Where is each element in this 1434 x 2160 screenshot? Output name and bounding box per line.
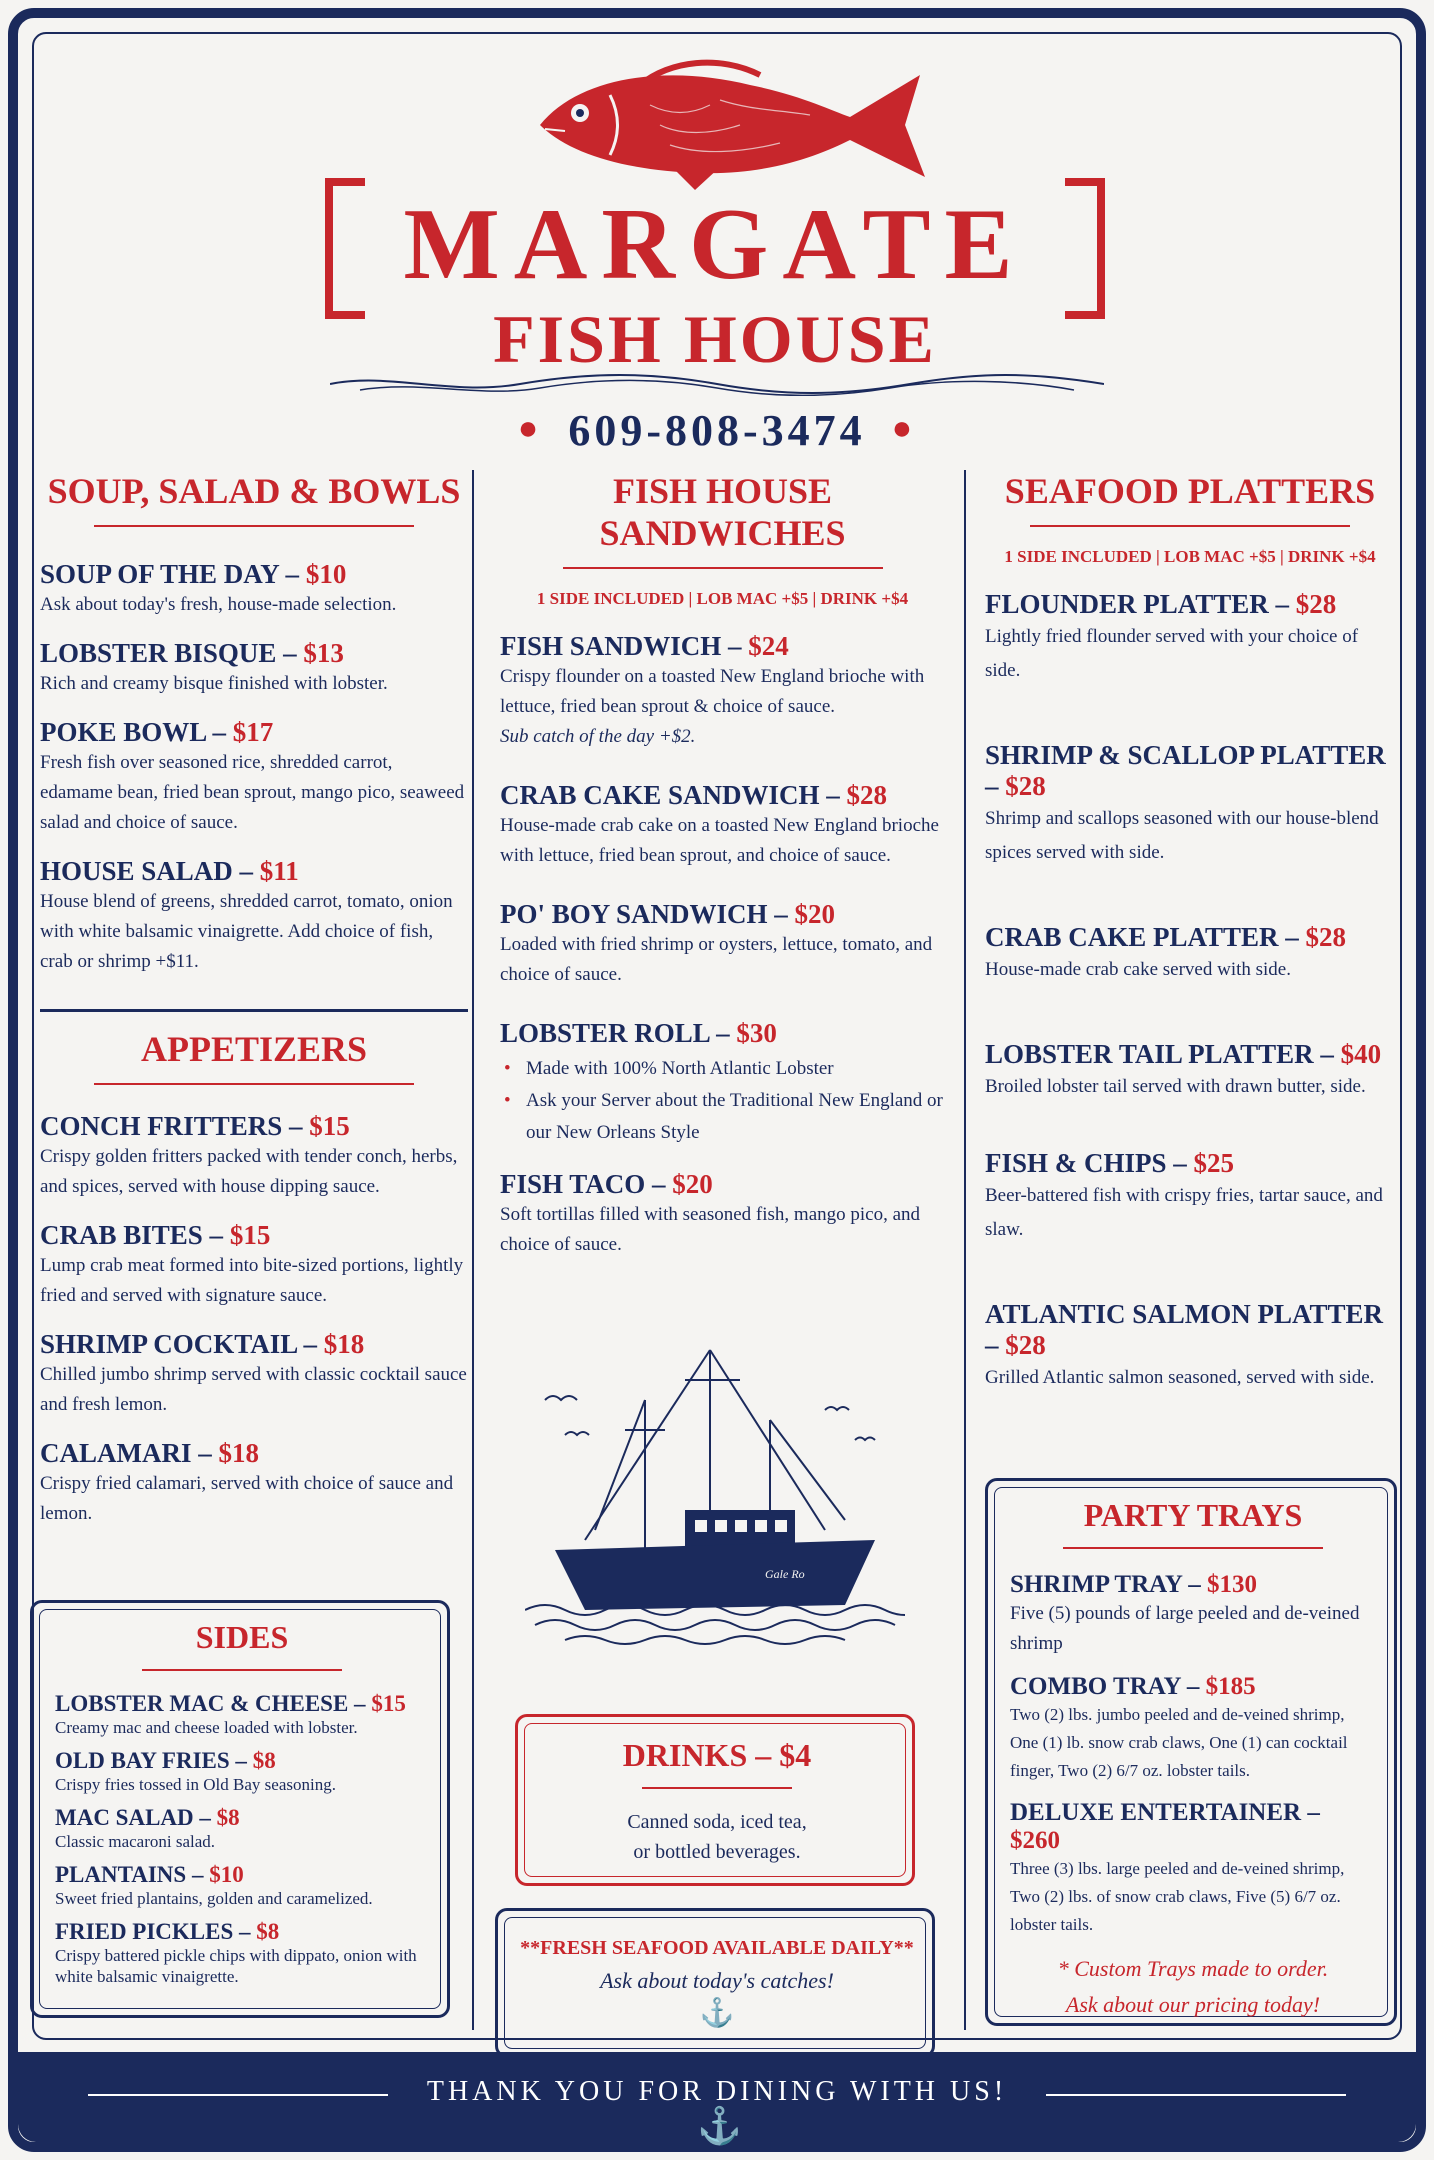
custom-tray-note: [1010, 1951, 1376, 2023]
item-description: Grilled Atlantic salmon seasoned, served with side.: [985, 1367, 1375, 1388]
menu-item: [40, 638, 468, 699]
menu-item: [40, 559, 468, 620]
item-price: $15: [309, 1111, 350, 1141]
item-name: SHRIMP COCKTAIL –: [40, 1329, 324, 1359]
side-item: [55, 1691, 429, 1738]
tray-item: [1010, 1571, 1376, 1659]
menu-item: [40, 717, 468, 838]
item-price: $28: [1005, 1330, 1046, 1360]
item-name: LOBSTER MAC & CHEESE –: [55, 1691, 372, 1716]
tray-item: [1010, 1799, 1376, 1939]
menu-item: [40, 1329, 468, 1420]
item-name: OLD BAY FRIES –: [55, 1748, 253, 1773]
bullet-item: • Made with 100% North Atlantic Lobster: [500, 1053, 945, 1085]
menu-item: [40, 1111, 468, 1202]
item-price: $28: [1005, 771, 1046, 801]
item-name: FLOUNDER PLATTER –: [985, 589, 1296, 619]
menu-item: [40, 856, 468, 977]
item-name: CALAMARI –: [40, 1438, 219, 1468]
item-description: Rich and creamy bisque finished with lobster.: [40, 673, 388, 694]
item-description: Two (2) lbs. jumbo peeled and de-veined shrimp, One (1) lb. snow crab claws, One (1) can cocktail finger, Two (2) 6/7 oz. lobster tails.: [1010, 1705, 1348, 1780]
menu-item: [500, 899, 945, 990]
item-price: $185: [1205, 1673, 1256, 1700]
fishing-boat-illustration: [525, 1340, 905, 1660]
item-price: $8: [256, 1919, 280, 1944]
phone-number[interactable]: 609-808-3474: [568, 406, 866, 455]
item-name: SOUP OF THE DAY –: [40, 559, 306, 589]
lobster-roll-bullets: [500, 1053, 945, 1149]
column-platters: [985, 470, 1395, 1395]
section-heading-soup: SOUP, SALAD & BOWLS: [47, 471, 461, 511]
item-description: Lightly fried flounder served with your choice of side.: [985, 626, 1359, 681]
item-description: Shrimp and scallops seasoned with our house-blend spices served with side.: [985, 808, 1379, 863]
column-divider: [472, 470, 474, 2030]
drinks-box: [515, 1714, 915, 1886]
section-heading-platters: SEAFOOD PLATTERS: [1004, 471, 1376, 511]
item-extra: Sub catch of the day +$2.: [500, 726, 696, 747]
item-price: $11: [259, 856, 299, 886]
item-price: $30: [736, 1018, 777, 1048]
item-name: LOBSTER ROLL –: [500, 1018, 737, 1048]
item-description: Crispy fries tossed in Old Bay seasoning.: [55, 1775, 336, 1794]
item-description: Broiled lobster tail served with drawn butter, side.: [985, 1076, 1366, 1097]
menu-item: [500, 1018, 945, 1149]
item-price: $8: [216, 1805, 240, 1830]
footer-anchor-icon: ⚓: [697, 2106, 742, 2146]
item-name: PLANTAINS –: [55, 1862, 210, 1887]
fresh-seafood-box: [495, 1908, 935, 2058]
heading-flourish: [1010, 1536, 1376, 1557]
item-price: $28: [1305, 922, 1347, 952]
item-description: Lump crab meat formed into bite-sized portions, lightly fried and served with signature sauce.: [40, 1255, 464, 1306]
item-description: House-made crab cake on a toasted New England brioche with lettuce, fried bean sprout, and choice of sauce.: [500, 815, 939, 866]
menu-item: [40, 1438, 468, 1529]
item-description: Ask about today's fresh, house-made selection.: [40, 594, 397, 615]
sides-box: [30, 1600, 450, 2018]
drinks-title: DRINKS – $4: [622, 1737, 812, 1773]
item-description: Three (3) lbs. large peeled and de-veined shrimp, Two (2) lbs. of snow crab claws, Five (5) 6/7 oz. lobster tails.: [1010, 1859, 1345, 1934]
item-price: $15: [229, 1220, 271, 1250]
item-name: CRAB CAKE SANDWICH –: [500, 780, 847, 810]
heading-flourish: [40, 514, 468, 535]
section-heading-trays: PARTY TRAYS: [1083, 1497, 1303, 1533]
heading-flourish: [540, 1776, 894, 1797]
wave-divider: [330, 372, 1104, 396]
bullet-item: • Ask your Server about the Traditional New England or our New Orleans Style: [500, 1085, 945, 1149]
heading-flourish: [40, 1072, 468, 1093]
item-name: SHRIMP & SCALLOP PLATTER –: [985, 740, 1386, 801]
item-description: Chilled jumbo shrimp served with classic cocktail sauce and fresh lemon.: [40, 1364, 467, 1415]
party-trays-box: [985, 1478, 1397, 2026]
item-description: Crispy flounder on a toasted New England brioche with lettuce, fried bean sprout & choice of sauce.: [500, 666, 925, 717]
column-divider: [964, 470, 966, 2030]
custom-tray-line-1: * Custom Trays made to order.: [1057, 1956, 1329, 1981]
item-price: $130: [1207, 1571, 1258, 1598]
restaurant-name: MARGATE: [403, 188, 1027, 301]
bullet-dot: ●: [517, 410, 543, 447]
item-description: Crispy fried calamari, served with choice of sauce and lemon.: [40, 1473, 454, 1524]
item-description: Classic macaroni salad.: [55, 1832, 216, 1851]
custom-tray-line-2: Ask about our pricing today!: [1065, 1992, 1321, 2017]
item-price: $15: [371, 1691, 406, 1716]
heading-flourish: [55, 1658, 429, 1679]
menu-item: [985, 922, 1395, 987]
item-price: $10: [305, 559, 347, 589]
item-price: $17: [232, 717, 274, 747]
section-heading-sides: SIDES: [195, 1619, 289, 1655]
item-name: COMBO TRAY –: [1010, 1673, 1206, 1700]
side-item: [55, 1919, 429, 1987]
item-price: $28: [846, 780, 888, 810]
item-price: $20: [794, 899, 836, 929]
platter-note: 1 SIDE INCLUDED | LOB MAC +$5 | DRINK +$4: [1004, 547, 1376, 566]
menu-item: [985, 1299, 1395, 1395]
side-item: [55, 1805, 429, 1852]
side-item: [55, 1748, 429, 1795]
heading-flourish: [985, 514, 1395, 535]
boat-name: Gale Ro: [765, 1567, 805, 1581]
item-price: $20: [672, 1169, 713, 1199]
item-price: $28: [1295, 589, 1337, 619]
item-name: FISH & CHIPS –: [985, 1148, 1194, 1178]
section-heading-appetizers: APPETIZERS: [140, 1029, 368, 1069]
menu-item: [985, 589, 1395, 688]
item-description: Sweet fried plantains, golden and caramelized.: [55, 1889, 373, 1908]
item-name: HOUSE SALAD –: [40, 856, 260, 886]
item-description: House-made crab cake served with side.: [985, 959, 1291, 980]
item-description: Crispy golden fritters packed with tender conch, herbs, and spices, served with house dipping sauce.: [40, 1146, 458, 1197]
item-description: Creamy mac and cheese loaded with lobster.: [55, 1718, 358, 1737]
section-heading-sandwiches: FISH HOUSE SANDWICHES: [599, 471, 846, 553]
item-price: $18: [218, 1438, 259, 1468]
item-name: PO' BOY SANDWICH –: [500, 899, 795, 929]
bullet-dot: ●: [891, 410, 917, 447]
side-item: [55, 1862, 429, 1909]
item-name: FISH TACO –: [500, 1169, 673, 1199]
heading-flourish: [500, 556, 945, 577]
item-description: Loaded with fried shrimp or oysters, lettuce, tomato, and choice of sauce.: [500, 934, 933, 985]
menu-item: [500, 631, 945, 752]
drinks-desc-1: Canned soda, iced tea,: [627, 1811, 807, 1833]
item-name: ATLANTIC SALMON PLATTER –: [985, 1299, 1384, 1360]
item-name: FRIED PICKLES –: [55, 1919, 257, 1944]
section-divider: [40, 1009, 468, 1012]
item-description: Soft tortillas filled with seasoned fish, mango pico, and choice of sauce.: [500, 1204, 921, 1255]
restaurant-subtitle: FISH HOUSE: [493, 301, 937, 377]
item-description: Beer-battered fish with crispy fries, tartar sauce, and slaw.: [985, 1185, 1383, 1240]
fresh-catch-line: Ask about today's catches!: [600, 1968, 834, 1993]
tray-item: [1010, 1673, 1376, 1785]
item-name: CONCH FRITTERS –: [40, 1111, 310, 1141]
item-name: FISH SANDWICH –: [500, 631, 749, 661]
item-name: POKE BOWL –: [40, 717, 233, 747]
item-name: MAC SALAD –: [55, 1805, 217, 1830]
phone-number-row: [0, 405, 1434, 456]
item-name: DELUXE ENTERTAINER –: [1010, 1799, 1320, 1826]
item-name: CRAB CAKE PLATTER –: [985, 922, 1306, 952]
column-sandwiches: [500, 470, 945, 1260]
item-price: $13: [303, 638, 344, 668]
menu-item: [985, 1039, 1395, 1104]
footer-thank-you: THANK YOU FOR DINING WITH US!: [426, 2076, 1008, 2107]
item-price: $10: [209, 1862, 244, 1887]
item-description: House blend of greens, shredded carrot, tomato, onion with white balsamic vinaigrette. Add choice of fish, crab or shrimp +$11.: [40, 891, 453, 972]
item-description: Five (5) pounds of large peeled and de-veined shrimp: [1010, 1603, 1360, 1654]
item-price: $40: [1340, 1039, 1382, 1069]
item-price: $260: [1010, 1827, 1060, 1854]
item-price: $8: [252, 1748, 276, 1773]
menu-item: [500, 780, 945, 871]
item-name: CRAB BITES –: [40, 1220, 230, 1250]
item-price: $25: [1193, 1148, 1235, 1178]
menu-item: [985, 740, 1395, 870]
menu-item: [40, 1220, 468, 1311]
title-block: [325, 178, 1105, 308]
item-name: LOBSTER BISQUE –: [40, 638, 304, 668]
item-description: Crispy battered pickle chips with dippato, onion with white balsamic vinaigrette.: [55, 1946, 417, 1986]
fish-logo: [520, 55, 940, 195]
sandwich-note: 1 SIDE INCLUDED | LOB MAC +$5 | DRINK +$4: [536, 589, 909, 608]
menu-item: [985, 1148, 1395, 1247]
fresh-seafood-line: **FRESH SEAFOOD AVAILABLE DAILY**: [520, 1937, 914, 1959]
item-description: Fresh fish over seasoned rice, shredded carrot, edamame bean, fried bean sprout, mango pico, seaweed salad and choice of sauce.: [40, 752, 465, 833]
item-price: $18: [323, 1329, 365, 1359]
column-soup-appetizers: [40, 470, 468, 1529]
anchor-icon: ⚓: [699, 1998, 735, 2029]
menu-item: [500, 1169, 945, 1260]
item-price: $24: [748, 631, 789, 661]
item-name: SHRIMP TRAY –: [1010, 1571, 1208, 1598]
drinks-desc-2: or bottled beverages.: [633, 1841, 801, 1863]
item-name: LOBSTER TAIL PLATTER –: [985, 1039, 1341, 1069]
